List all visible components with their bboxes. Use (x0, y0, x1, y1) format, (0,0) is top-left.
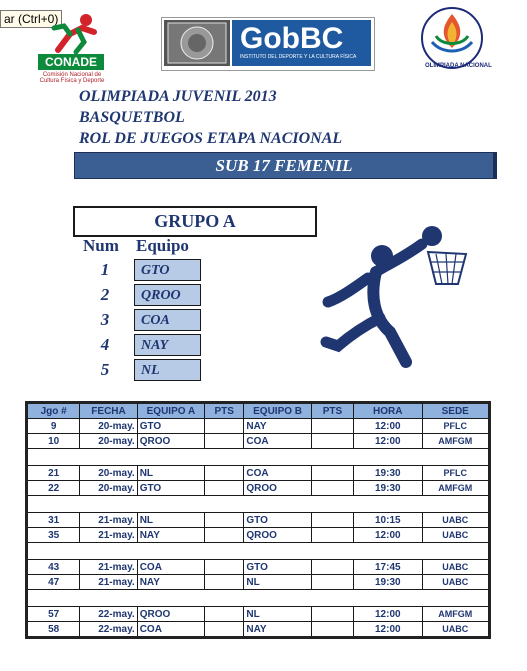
table-row (27, 434, 490, 449)
game-time: 19:30 (354, 481, 422, 496)
points-a (205, 575, 244, 590)
team-b: GTO (244, 513, 311, 528)
game-number: 43 (27, 560, 80, 575)
conade-subtitle: Comisión Nacional de Cultura Física y Deporte (39, 72, 105, 84)
round-separator (27, 543, 490, 560)
venue: PFLC (422, 466, 490, 481)
game-date: 22-may. (80, 607, 137, 622)
points-a (205, 419, 244, 434)
team-b: QROO (244, 481, 311, 496)
venue: UABC (422, 560, 490, 575)
game-date: 20-may. (80, 481, 137, 496)
team-b: NL (244, 575, 311, 590)
points-b (311, 528, 353, 543)
game-number: 47 (27, 575, 80, 590)
team-number: 4 (100, 335, 110, 354)
table-row (27, 419, 490, 434)
gobbc-subtitle: INSTITUTO DEL DEPORTE Y LA CULTURA FÍSICA (240, 54, 357, 60)
round-separator (27, 449, 490, 466)
team-name: QROO (134, 284, 201, 306)
points-b (311, 575, 353, 590)
points-b (311, 513, 353, 528)
venue: AMFGM (422, 481, 490, 496)
table-header-row (27, 403, 490, 419)
header-equipo-b: EQUIPO B (244, 403, 311, 419)
header-event: OLIMPIADA JUVENIL 2013 (79, 88, 277, 105)
team-name: COA (134, 309, 201, 331)
team-b: NAY (244, 419, 311, 434)
points-a (205, 622, 244, 638)
game-date: 21-may. (80, 575, 137, 590)
points-a (205, 481, 244, 496)
game-number: 22 (27, 481, 80, 496)
seal-icon (164, 20, 230, 66)
team-a: NL (137, 513, 204, 528)
game-time: 17:45 (354, 560, 422, 575)
points-b (311, 419, 353, 434)
table-row (27, 513, 490, 528)
header-equipo-a: EQUIPO A (137, 403, 204, 419)
team-name: GTO (134, 259, 201, 281)
game-date: 21-may. (80, 560, 137, 575)
conade-wordmark: CONADE (38, 54, 104, 70)
game-number: 57 (27, 607, 80, 622)
game-number: 9 (27, 419, 80, 434)
game-number: 21 (27, 466, 80, 481)
team-name: NAY (134, 334, 201, 356)
game-number: 31 (27, 513, 80, 528)
game-date: 21-may. (80, 528, 137, 543)
team-a: COA (137, 560, 204, 575)
team-a: COA (137, 622, 204, 638)
team-b: NL (244, 607, 311, 622)
team-name: NL (134, 359, 201, 381)
table-row (27, 622, 490, 638)
table-row (27, 466, 490, 481)
points-a (205, 434, 244, 449)
team-number: 1 (100, 260, 110, 279)
points-b (311, 434, 353, 449)
venue: UABC (422, 575, 490, 590)
game-date: 22-may. (80, 622, 137, 638)
header-jgo: Jgo # (27, 403, 80, 419)
venue: UABC (422, 622, 490, 638)
group-col-num: Num (83, 236, 119, 255)
game-time: 12:00 (354, 622, 422, 638)
round-separator (27, 590, 490, 607)
game-time: 19:30 (354, 575, 422, 590)
team-b: NAY (244, 622, 311, 638)
points-b (311, 466, 353, 481)
team-a: NL (137, 466, 204, 481)
points-b (311, 560, 353, 575)
venue: UABC (422, 513, 490, 528)
group-title: GRUPO A (73, 206, 317, 237)
team-a: GTO (137, 419, 204, 434)
header-sport: BASQUETBOL (79, 109, 185, 126)
game-time: 19:30 (354, 466, 422, 481)
round-separator (27, 496, 490, 513)
game-time: 12:00 (354, 528, 422, 543)
game-date: 20-may. (80, 419, 137, 434)
venue: AMFGM (422, 607, 490, 622)
points-b (311, 481, 353, 496)
table-row (27, 607, 490, 622)
team-a: NAY (137, 575, 204, 590)
table-row (27, 481, 490, 496)
game-date: 20-may. (80, 434, 137, 449)
group-col-team: Equipo (136, 236, 189, 255)
game-time: 12:00 (354, 419, 422, 434)
venue: PFLC (422, 419, 490, 434)
game-time: 10:15 (354, 513, 422, 528)
header-fecha: FECHA (80, 403, 137, 419)
game-number: 10 (27, 434, 80, 449)
team-number: 2 (100, 285, 110, 304)
game-time: 12:00 (354, 434, 422, 449)
points-b (311, 622, 353, 638)
team-a: QROO (137, 434, 204, 449)
game-number: 58 (27, 622, 80, 638)
header-pts-a: PTS (205, 403, 244, 419)
points-a (205, 513, 244, 528)
points-a (205, 466, 244, 481)
team-b: COA (244, 466, 311, 481)
team-number: 5 (100, 360, 110, 379)
points-a (205, 607, 244, 622)
tooltip: ar (Ctrl+0) (0, 10, 62, 28)
category-banner: SUB 17 FEMENIL (74, 152, 497, 179)
schedule-table (25, 401, 491, 639)
points-a (205, 560, 244, 575)
table-row (27, 575, 490, 590)
table-row (27, 528, 490, 543)
header-sede: SEDE (422, 403, 490, 419)
team-b: COA (244, 434, 311, 449)
conade-logo (36, 12, 106, 56)
team-number: 3 (100, 310, 110, 329)
game-date: 21-may. (80, 513, 137, 528)
game-number: 35 (27, 528, 80, 543)
gobbc-title: GobBC (240, 22, 344, 55)
olimpiada-label: OLIMPIADA NACIONAL (425, 63, 492, 69)
header-hora: HORA (354, 403, 422, 419)
team-b: GTO (244, 560, 311, 575)
points-b (311, 607, 353, 622)
team-a: QROO (137, 607, 204, 622)
game-time: 12:00 (354, 607, 422, 622)
team-b: QROO (244, 528, 311, 543)
team-a: NAY (137, 528, 204, 543)
venue: AMFGM (422, 434, 490, 449)
team-a: GTO (137, 481, 204, 496)
conade-runner-icon (36, 12, 106, 56)
basketball-player-icon (318, 222, 474, 370)
venue: UABC (422, 528, 490, 543)
table-row (27, 560, 490, 575)
game-date: 20-may. (80, 466, 137, 481)
header-pts-b: PTS (311, 403, 353, 419)
header-schedule-title: ROL DE JUEGOS ETAPA NACIONAL (79, 130, 343, 147)
points-a (205, 528, 244, 543)
